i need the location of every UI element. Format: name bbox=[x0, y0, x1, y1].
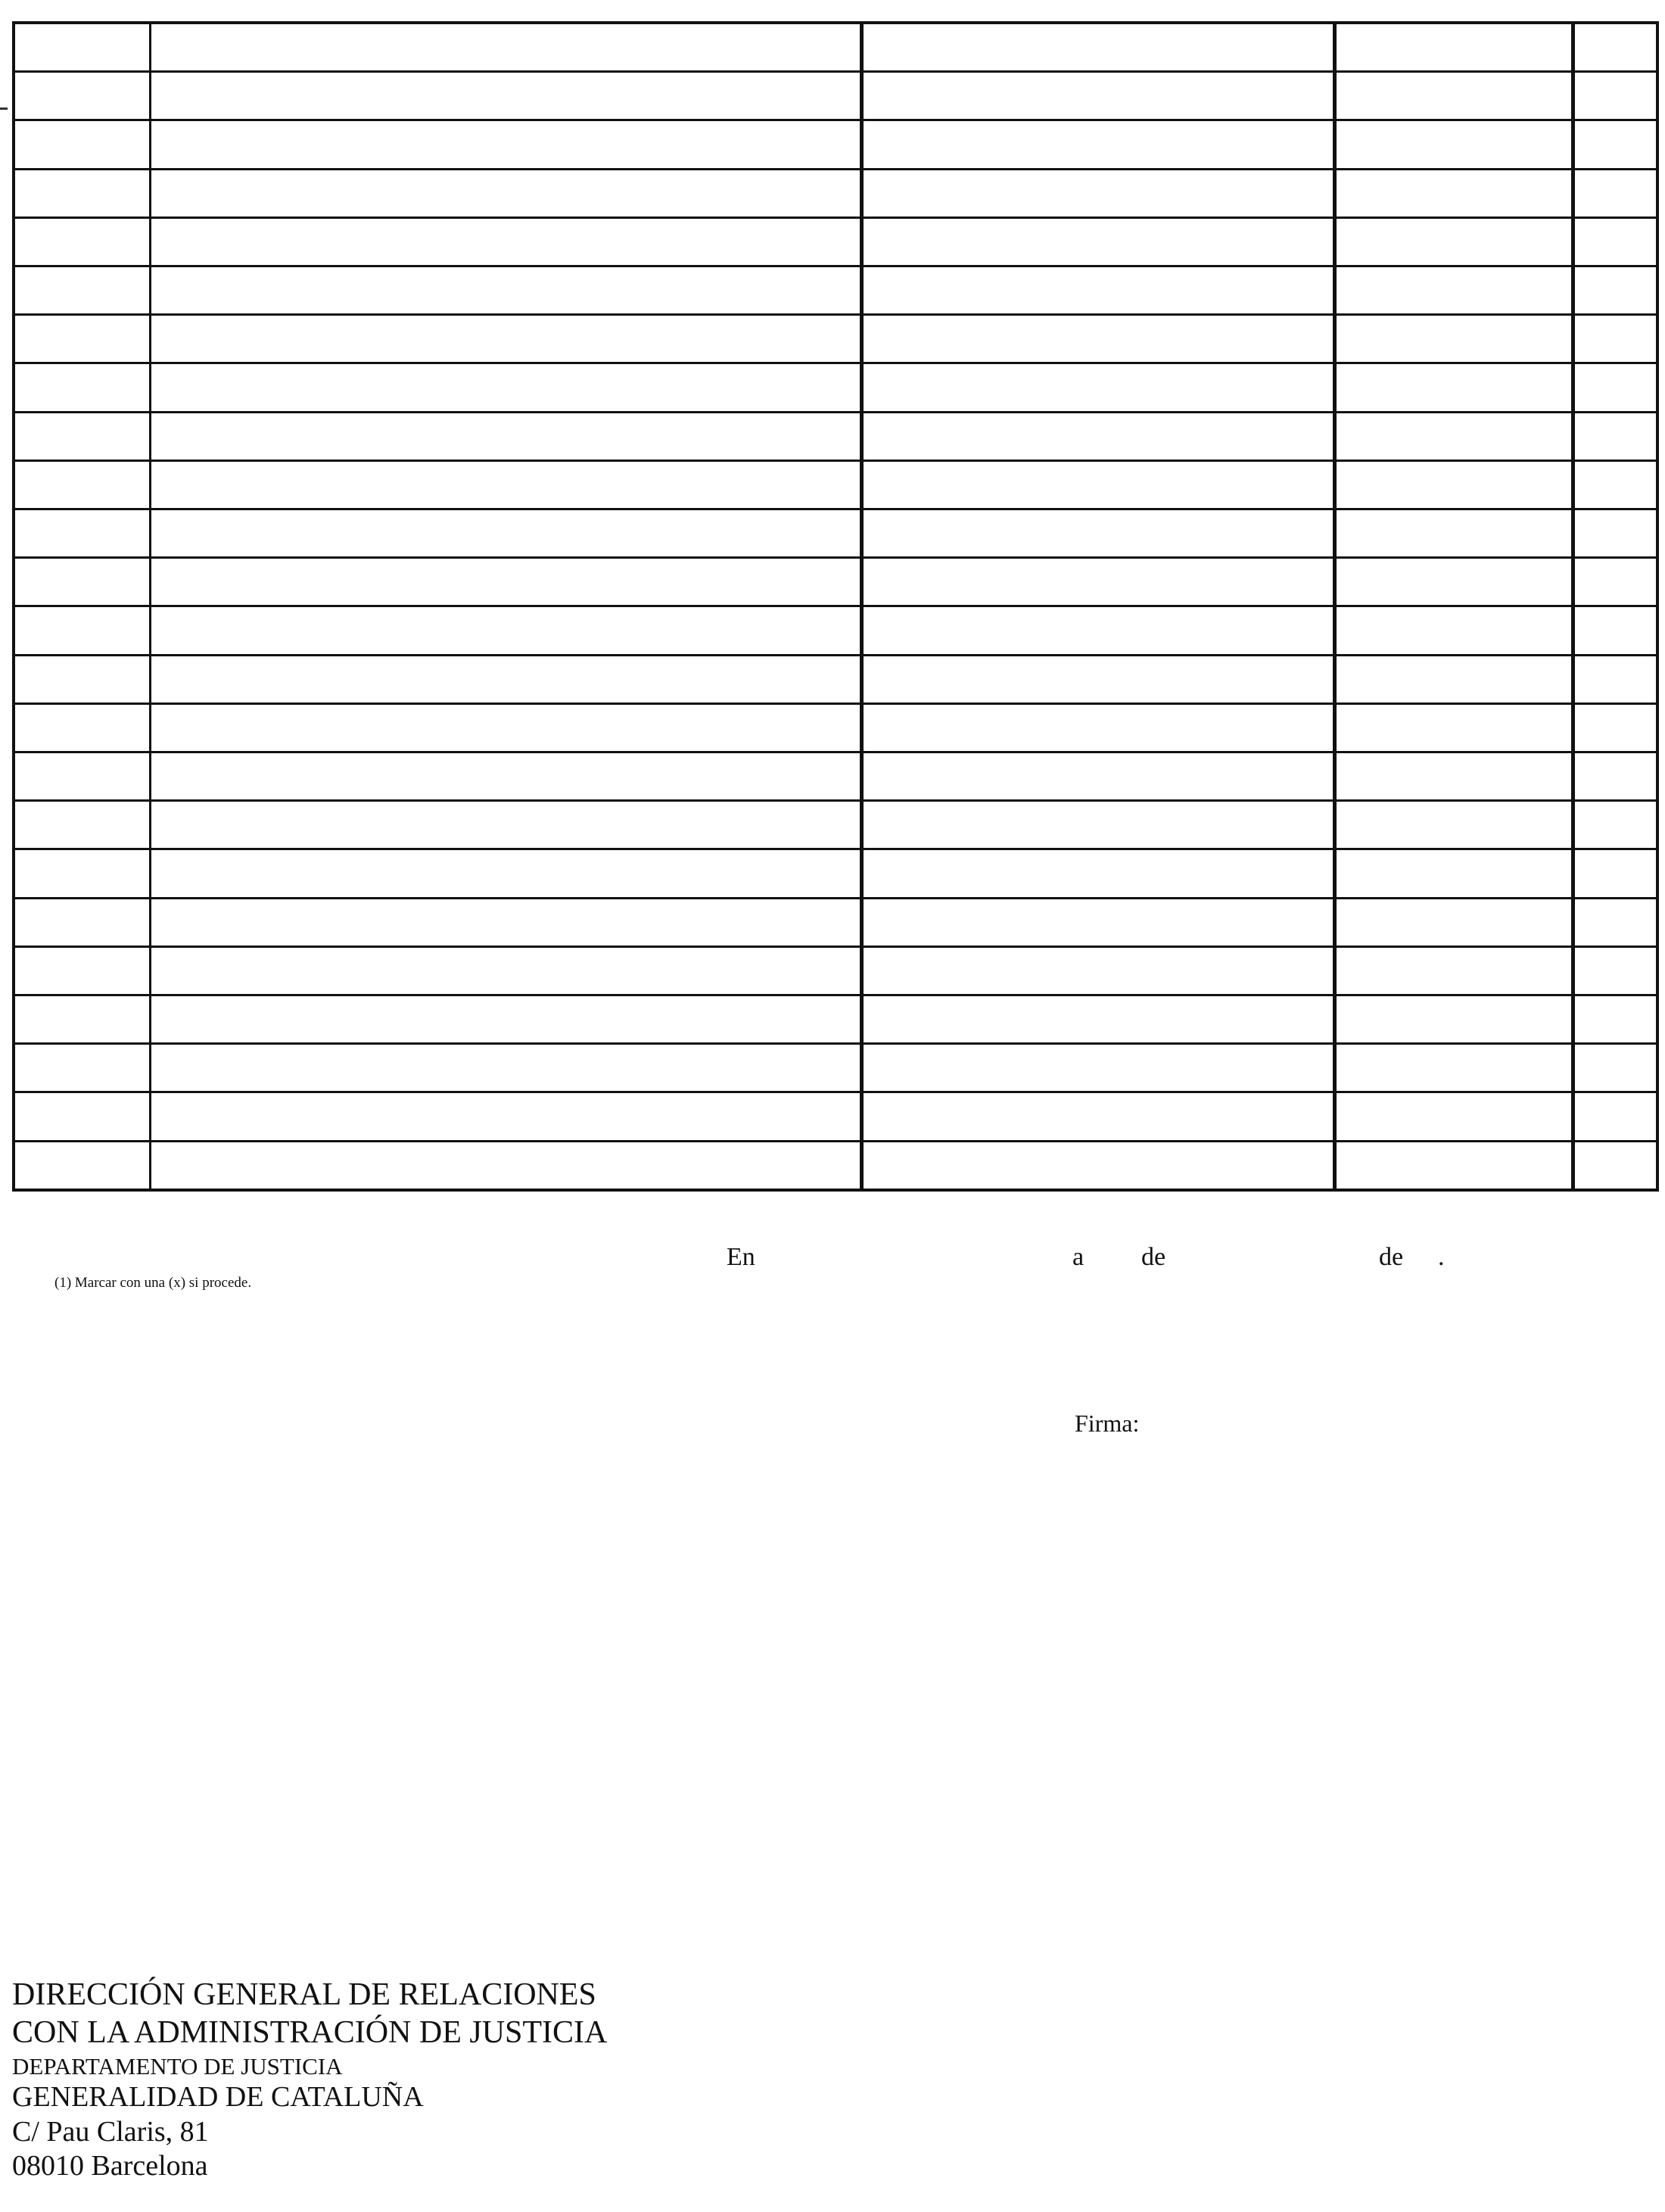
address-line-6: 08010 Barcelona bbox=[12, 2150, 208, 2182]
table-row bbox=[14, 1044, 1657, 1092]
table-cell[interactable] bbox=[861, 460, 1334, 509]
table-row bbox=[14, 23, 1657, 72]
table-cell[interactable] bbox=[14, 655, 150, 703]
table-cell[interactable] bbox=[1573, 169, 1657, 217]
table-cell[interactable] bbox=[150, 72, 861, 120]
table-row bbox=[14, 995, 1657, 1044]
table-cell[interactable] bbox=[1334, 72, 1573, 120]
table-cell[interactable] bbox=[1573, 995, 1657, 1044]
table-cell[interactable] bbox=[14, 169, 150, 217]
table-cell[interactable] bbox=[1334, 558, 1573, 606]
page-edge-mark bbox=[0, 107, 8, 110]
table-row bbox=[14, 120, 1657, 169]
table-cell[interactable] bbox=[861, 169, 1334, 217]
table-cell[interactable] bbox=[1334, 1044, 1573, 1092]
table-cell[interactable] bbox=[14, 1141, 150, 1190]
table-cell[interactable] bbox=[861, 217, 1334, 266]
table-cell[interactable] bbox=[1334, 315, 1573, 363]
signature-label: Firma: bbox=[1075, 1410, 1140, 1437]
table-cell[interactable] bbox=[150, 509, 861, 558]
table-row bbox=[14, 801, 1657, 849]
table-cell[interactable] bbox=[1573, 1141, 1657, 1190]
table-cell[interactable] bbox=[1334, 849, 1573, 898]
table-cell[interactable] bbox=[861, 1141, 1334, 1190]
table-cell[interactable] bbox=[1573, 315, 1657, 363]
table-cell[interactable] bbox=[1334, 363, 1573, 412]
table-cell[interactable] bbox=[14, 266, 150, 315]
table-cell[interactable] bbox=[1573, 72, 1657, 120]
table-cell[interactable] bbox=[861, 703, 1334, 752]
table-cell[interactable] bbox=[1573, 460, 1657, 509]
table-cell[interactable] bbox=[861, 23, 1334, 72]
table-cell[interactable] bbox=[150, 23, 861, 72]
table-cell[interactable] bbox=[14, 752, 150, 801]
table-cell[interactable] bbox=[14, 315, 150, 363]
table-cell[interactable] bbox=[1334, 752, 1573, 801]
table-cell[interactable] bbox=[861, 898, 1334, 946]
table-cell[interactable] bbox=[150, 606, 861, 655]
table-row bbox=[14, 363, 1657, 412]
table-cell[interactable] bbox=[150, 655, 861, 703]
table-cell[interactable] bbox=[14, 606, 150, 655]
table-cell[interactable] bbox=[150, 315, 861, 363]
table-cell[interactable] bbox=[1334, 169, 1573, 217]
table-cell[interactable] bbox=[14, 946, 150, 995]
table-row bbox=[14, 752, 1657, 801]
table-cell[interactable] bbox=[150, 801, 861, 849]
table-row bbox=[14, 217, 1657, 266]
table-cell[interactable] bbox=[14, 995, 150, 1044]
table-cell[interactable] bbox=[14, 849, 150, 898]
table-cell[interactable] bbox=[14, 558, 150, 606]
table-cell[interactable] bbox=[861, 558, 1334, 606]
table-cell[interactable] bbox=[1334, 120, 1573, 169]
date-month-label: de bbox=[1141, 1243, 1166, 1271]
table-cell[interactable] bbox=[1573, 703, 1657, 752]
address-line-3: DEPARTAMENTO DE JUSTICIA bbox=[12, 2052, 343, 2080]
table-cell[interactable] bbox=[1334, 655, 1573, 703]
blank-form-table bbox=[12, 21, 1659, 1192]
table-cell[interactable] bbox=[861, 1092, 1334, 1141]
table-cell[interactable] bbox=[1573, 898, 1657, 946]
table-cell[interactable] bbox=[14, 1092, 150, 1141]
table-cell[interactable] bbox=[1334, 1141, 1573, 1190]
table-cell[interactable] bbox=[1573, 509, 1657, 558]
table-row bbox=[14, 72, 1657, 120]
table-cell[interactable] bbox=[1334, 703, 1573, 752]
table-cell[interactable] bbox=[861, 1044, 1334, 1092]
table-cell[interactable] bbox=[861, 752, 1334, 801]
table-cell[interactable] bbox=[861, 266, 1334, 315]
table-cell[interactable] bbox=[1573, 1044, 1657, 1092]
footnote: (1) Marcar con una (x) si procede. bbox=[54, 1275, 252, 1291]
table-cell[interactable] bbox=[1334, 509, 1573, 558]
table-cell[interactable] bbox=[1573, 412, 1657, 460]
table-cell[interactable] bbox=[14, 72, 150, 120]
table-cell[interactable] bbox=[14, 460, 150, 509]
table-row bbox=[14, 266, 1657, 315]
table-cell[interactable] bbox=[14, 801, 150, 849]
table-row bbox=[14, 1092, 1657, 1141]
table-cell[interactable] bbox=[1334, 1092, 1573, 1141]
date-year-label: de bbox=[1379, 1243, 1404, 1271]
table-cell[interactable] bbox=[14, 509, 150, 558]
table-cell[interactable] bbox=[1334, 217, 1573, 266]
date-place-label: En bbox=[727, 1243, 755, 1271]
table-row bbox=[14, 315, 1657, 363]
table-cell[interactable] bbox=[861, 946, 1334, 995]
table-cell[interactable] bbox=[1573, 655, 1657, 703]
table-cell[interactable] bbox=[150, 412, 861, 460]
address-block bbox=[12, 1976, 607, 2184]
table-cell[interactable] bbox=[14, 703, 150, 752]
table-cell[interactable] bbox=[1573, 1092, 1657, 1141]
table-row bbox=[14, 460, 1657, 509]
table-cell[interactable] bbox=[861, 509, 1334, 558]
table-cell[interactable] bbox=[14, 412, 150, 460]
table-row bbox=[14, 558, 1657, 606]
address-line-5: C/ Pau Claris, 81 bbox=[12, 2115, 209, 2148]
table-cell[interactable] bbox=[150, 1141, 861, 1190]
table-cell[interactable] bbox=[150, 703, 861, 752]
table-cell[interactable] bbox=[861, 72, 1334, 120]
table-row bbox=[14, 946, 1657, 995]
table-cell[interactable] bbox=[150, 898, 861, 946]
table-cell[interactable] bbox=[1573, 752, 1657, 801]
table-cell[interactable] bbox=[1573, 801, 1657, 849]
table-cell[interactable] bbox=[14, 217, 150, 266]
table-cell[interactable] bbox=[861, 849, 1334, 898]
table-cell[interactable] bbox=[861, 363, 1334, 412]
table-cell[interactable] bbox=[1334, 606, 1573, 655]
table-cell[interactable] bbox=[1573, 849, 1657, 898]
table-row bbox=[14, 606, 1657, 655]
table-cell[interactable] bbox=[150, 995, 861, 1044]
table-cell[interactable] bbox=[1573, 266, 1657, 315]
table-cell[interactable] bbox=[861, 801, 1334, 849]
table-row bbox=[14, 169, 1657, 217]
table-row bbox=[14, 1141, 1657, 1190]
table-cell[interactable] bbox=[861, 606, 1334, 655]
address-line-2: CON LA ADMINISTRACIÓN DE JUSTICIA bbox=[12, 2015, 608, 2051]
table-row bbox=[14, 509, 1657, 558]
table-cell[interactable] bbox=[150, 120, 861, 169]
table-cell[interactable] bbox=[861, 995, 1334, 1044]
table-cell[interactable] bbox=[14, 120, 150, 169]
date-period: . bbox=[1438, 1243, 1445, 1271]
table-cell[interactable] bbox=[1334, 995, 1573, 1044]
table-cell[interactable] bbox=[150, 849, 861, 898]
table-row bbox=[14, 703, 1657, 752]
address-line-1: DIRECCIÓN GENERAL DE RELACIONES bbox=[12, 1977, 596, 2012]
table-cell[interactable] bbox=[150, 363, 861, 412]
table-row bbox=[14, 898, 1657, 946]
table-cell[interactable] bbox=[1334, 23, 1573, 72]
table-cell[interactable] bbox=[1334, 460, 1573, 509]
table-cell[interactable] bbox=[1573, 363, 1657, 412]
table-cell[interactable] bbox=[1334, 412, 1573, 460]
table-cell[interactable] bbox=[150, 1092, 861, 1141]
table-cell[interactable] bbox=[14, 363, 150, 412]
table-row bbox=[14, 655, 1657, 703]
table-cell[interactable] bbox=[150, 217, 861, 266]
table-cell[interactable] bbox=[150, 460, 861, 509]
table-cell[interactable] bbox=[861, 315, 1334, 363]
table-row bbox=[14, 412, 1657, 460]
table-cell[interactable] bbox=[1334, 266, 1573, 315]
table-cell[interactable] bbox=[1573, 217, 1657, 266]
table-cell[interactable] bbox=[1573, 558, 1657, 606]
table-cell[interactable] bbox=[150, 558, 861, 606]
table-cell[interactable] bbox=[150, 752, 861, 801]
table-cell[interactable] bbox=[14, 23, 150, 72]
form-table-body bbox=[14, 23, 1657, 1190]
date-day-label: a bbox=[1072, 1243, 1085, 1271]
table-cell[interactable] bbox=[14, 898, 150, 946]
address-line-4: GENERALIDAD DE CATALUÑA bbox=[12, 2080, 424, 2113]
table-cell[interactable] bbox=[1573, 23, 1657, 72]
table-cell[interactable] bbox=[1573, 120, 1657, 169]
table-cell[interactable] bbox=[1334, 801, 1573, 849]
table-cell[interactable] bbox=[1334, 898, 1573, 946]
table-cell[interactable] bbox=[861, 655, 1334, 703]
table-cell[interactable] bbox=[150, 946, 861, 995]
table-cell[interactable] bbox=[150, 266, 861, 315]
table-cell[interactable] bbox=[1573, 606, 1657, 655]
table-cell[interactable] bbox=[861, 412, 1334, 460]
table-row bbox=[14, 849, 1657, 898]
table-cell[interactable] bbox=[150, 169, 861, 217]
table-cell[interactable] bbox=[1573, 946, 1657, 995]
table-cell[interactable] bbox=[861, 120, 1334, 169]
table-cell[interactable] bbox=[150, 1044, 861, 1092]
table-cell[interactable] bbox=[1334, 946, 1573, 995]
table-cell[interactable] bbox=[14, 1044, 150, 1092]
